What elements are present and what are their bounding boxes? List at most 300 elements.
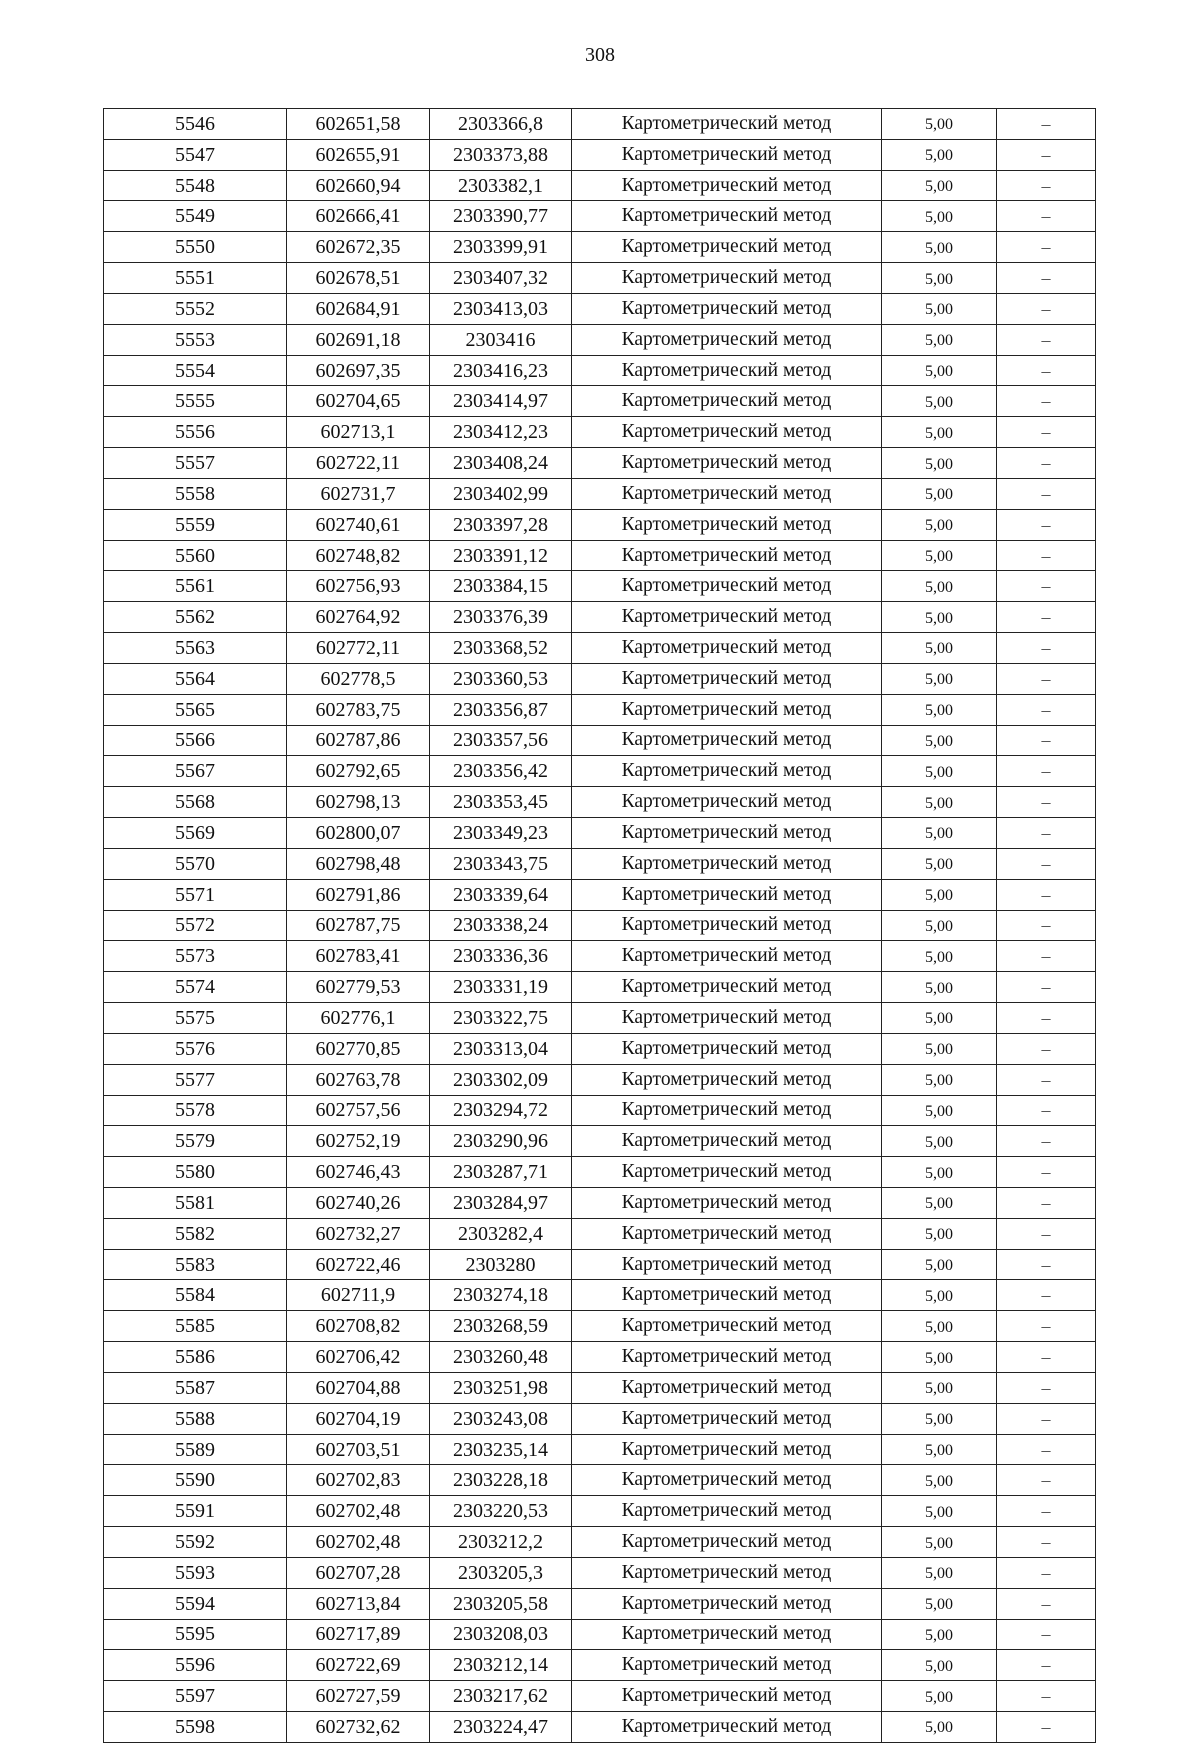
table-row <box>104 1218 1096 1249</box>
page-number: 308 <box>585 44 615 66</box>
accuracy-cell: 5,00 <box>882 787 997 818</box>
x-coordinate-cell: 602703,51 <box>287 1434 430 1465</box>
x-coordinate-cell: 602678,51 <box>287 263 430 294</box>
method-cell: Картометрический метод <box>572 1588 882 1619</box>
note-cell: – <box>997 910 1096 941</box>
point-number-cell: 5591 <box>104 1496 287 1527</box>
method-cell: Картометрический метод <box>572 1003 882 1034</box>
note-cell: – <box>997 1403 1096 1434</box>
point-number-cell: 5576 <box>104 1033 287 1064</box>
note-cell: – <box>997 848 1096 879</box>
x-coordinate-cell: 602711,9 <box>287 1280 430 1311</box>
method-cell: Картометрический метод <box>572 232 882 263</box>
method-cell: Картометрический метод <box>572 324 882 355</box>
method-cell: Картометрический метод <box>572 293 882 324</box>
accuracy-cell: 5,00 <box>882 1403 997 1434</box>
y-coordinate-cell: 2303331,19 <box>430 972 572 1003</box>
table-row <box>104 1681 1096 1712</box>
table-row <box>104 941 1096 972</box>
x-coordinate-cell: 602798,48 <box>287 848 430 879</box>
method-cell: Картометрический метод <box>572 725 882 756</box>
point-number-cell: 5581 <box>104 1187 287 1218</box>
x-coordinate-cell: 602722,46 <box>287 1249 430 1280</box>
x-coordinate-cell: 602783,41 <box>287 941 430 972</box>
note-cell: – <box>997 1003 1096 1034</box>
table-row <box>104 1465 1096 1496</box>
x-coordinate-cell: 602757,56 <box>287 1095 430 1126</box>
note-cell: – <box>997 1311 1096 1342</box>
accuracy-cell: 5,00 <box>882 540 997 571</box>
note-cell: – <box>997 1157 1096 1188</box>
note-cell: – <box>997 170 1096 201</box>
accuracy-cell: 5,00 <box>882 1064 997 1095</box>
table-row <box>104 478 1096 509</box>
y-coordinate-cell: 2303356,42 <box>430 756 572 787</box>
point-number-cell: 5589 <box>104 1434 287 1465</box>
y-coordinate-cell: 2303338,24 <box>430 910 572 941</box>
accuracy-cell: 5,00 <box>882 1157 997 1188</box>
point-number-cell: 5548 <box>104 170 287 201</box>
accuracy-cell: 5,00 <box>882 1280 997 1311</box>
point-number-cell: 5557 <box>104 448 287 479</box>
x-coordinate-cell: 602748,82 <box>287 540 430 571</box>
accuracy-cell: 5,00 <box>882 1249 997 1280</box>
table-row <box>104 787 1096 818</box>
method-cell: Картометрический метод <box>572 478 882 509</box>
point-number-cell: 5549 <box>104 201 287 232</box>
y-coordinate-cell: 2303357,56 <box>430 725 572 756</box>
table-row <box>104 663 1096 694</box>
method-cell: Картометрический метод <box>572 1280 882 1311</box>
table-row <box>104 818 1096 849</box>
point-number-cell: 5575 <box>104 1003 287 1034</box>
y-coordinate-cell: 2303366,8 <box>430 109 572 140</box>
method-cell: Картометрический метод <box>572 1095 882 1126</box>
x-coordinate-cell: 602713,84 <box>287 1588 430 1619</box>
table-row <box>104 879 1096 910</box>
accuracy-cell: 5,00 <box>882 1372 997 1403</box>
point-number-cell: 5554 <box>104 355 287 386</box>
method-cell: Картометрический метод <box>572 1126 882 1157</box>
note-cell: – <box>997 417 1096 448</box>
method-cell: Картометрический метод <box>572 1496 882 1527</box>
note-cell: – <box>997 972 1096 1003</box>
method-cell: Картометрический метод <box>572 941 882 972</box>
table-row <box>104 1187 1096 1218</box>
point-number-cell: 5562 <box>104 602 287 633</box>
method-cell: Картометрический метод <box>572 571 882 602</box>
point-number-cell: 5558 <box>104 478 287 509</box>
y-coordinate-cell: 2303212,2 <box>430 1527 572 1558</box>
note-cell: – <box>997 1681 1096 1712</box>
x-coordinate-cell: 602702,83 <box>287 1465 430 1496</box>
point-number-cell: 5568 <box>104 787 287 818</box>
note-cell: – <box>997 201 1096 232</box>
point-number-cell: 5570 <box>104 848 287 879</box>
method-cell: Картометрический метод <box>572 602 882 633</box>
note-cell: – <box>997 1465 1096 1496</box>
x-coordinate-cell: 602691,18 <box>287 324 430 355</box>
y-coordinate-cell: 2303224,47 <box>430 1712 572 1743</box>
note-cell: – <box>997 1434 1096 1465</box>
x-coordinate-cell: 602779,53 <box>287 972 430 1003</box>
method-cell: Картометрический метод <box>572 1187 882 1218</box>
accuracy-cell: 5,00 <box>882 324 997 355</box>
y-coordinate-cell: 2303408,24 <box>430 448 572 479</box>
x-coordinate-cell: 602655,91 <box>287 139 430 170</box>
table-row <box>104 848 1096 879</box>
x-coordinate-cell: 602706,42 <box>287 1342 430 1373</box>
note-cell: – <box>997 1342 1096 1373</box>
accuracy-cell: 5,00 <box>882 448 997 479</box>
method-cell: Картометрический метод <box>572 1311 882 1342</box>
accuracy-cell: 5,00 <box>882 663 997 694</box>
note-cell: – <box>997 602 1096 633</box>
x-coordinate-cell: 602756,93 <box>287 571 430 602</box>
table-row <box>104 386 1096 417</box>
method-cell: Картометрический метод <box>572 263 882 294</box>
y-coordinate-cell: 2303416 <box>430 324 572 355</box>
coordinates-table-body <box>104 109 1096 1743</box>
x-coordinate-cell: 602708,82 <box>287 1311 430 1342</box>
note-cell: – <box>997 694 1096 725</box>
x-coordinate-cell: 602732,62 <box>287 1712 430 1743</box>
table-row <box>104 1311 1096 1342</box>
y-coordinate-cell: 2303339,64 <box>430 879 572 910</box>
y-coordinate-cell: 2303407,32 <box>430 263 572 294</box>
table-row <box>104 263 1096 294</box>
y-coordinate-cell: 2303343,75 <box>430 848 572 879</box>
y-coordinate-cell: 2303212,14 <box>430 1650 572 1681</box>
table-row <box>104 509 1096 540</box>
method-cell: Картометрический метод <box>572 1249 882 1280</box>
x-coordinate-cell: 602722,11 <box>287 448 430 479</box>
method-cell: Картометрический метод <box>572 663 882 694</box>
accuracy-cell: 5,00 <box>882 1465 997 1496</box>
note-cell: – <box>997 139 1096 170</box>
y-coordinate-cell: 2303235,14 <box>430 1434 572 1465</box>
table-row <box>104 1619 1096 1650</box>
accuracy-cell: 5,00 <box>882 571 997 602</box>
x-coordinate-cell: 602778,5 <box>287 663 430 694</box>
table-row <box>104 1003 1096 1034</box>
coordinates-table <box>103 108 1096 1743</box>
table-row <box>104 1280 1096 1311</box>
note-cell: – <box>997 787 1096 818</box>
y-coordinate-cell: 2303390,77 <box>430 201 572 232</box>
y-coordinate-cell: 2303205,58 <box>430 1588 572 1619</box>
method-cell: Картометрический метод <box>572 1557 882 1588</box>
x-coordinate-cell: 602731,7 <box>287 478 430 509</box>
accuracy-cell: 5,00 <box>882 879 997 910</box>
x-coordinate-cell: 602722,69 <box>287 1650 430 1681</box>
x-coordinate-cell: 602707,28 <box>287 1557 430 1588</box>
method-cell: Картометрический метод <box>572 1372 882 1403</box>
x-coordinate-cell: 602702,48 <box>287 1496 430 1527</box>
accuracy-cell: 5,00 <box>882 1434 997 1465</box>
point-number-cell: 5578 <box>104 1095 287 1126</box>
accuracy-cell: 5,00 <box>882 1712 997 1743</box>
x-coordinate-cell: 602787,75 <box>287 910 430 941</box>
note-cell: – <box>997 941 1096 972</box>
accuracy-cell: 5,00 <box>882 910 997 941</box>
accuracy-cell: 5,00 <box>882 1588 997 1619</box>
y-coordinate-cell: 2303287,71 <box>430 1157 572 1188</box>
x-coordinate-cell: 602763,78 <box>287 1064 430 1095</box>
table-row <box>104 910 1096 941</box>
accuracy-cell: 5,00 <box>882 1681 997 1712</box>
note-cell: – <box>997 571 1096 602</box>
method-cell: Картометрический метод <box>572 170 882 201</box>
point-number-cell: 5567 <box>104 756 287 787</box>
table-row <box>104 232 1096 263</box>
method-cell: Картометрический метод <box>572 1218 882 1249</box>
table-row <box>104 1126 1096 1157</box>
x-coordinate-cell: 602787,86 <box>287 725 430 756</box>
method-cell: Картометрический метод <box>572 972 882 1003</box>
point-number-cell: 5582 <box>104 1218 287 1249</box>
accuracy-cell: 5,00 <box>882 1496 997 1527</box>
table-row <box>104 1372 1096 1403</box>
x-coordinate-cell: 602704,19 <box>287 1403 430 1434</box>
y-coordinate-cell: 2303322,75 <box>430 1003 572 1034</box>
table-row <box>104 725 1096 756</box>
point-number-cell: 5565 <box>104 694 287 725</box>
table-row <box>104 602 1096 633</box>
note-cell: – <box>997 509 1096 540</box>
note-cell: – <box>997 1712 1096 1743</box>
y-coordinate-cell: 2303302,09 <box>430 1064 572 1095</box>
y-coordinate-cell: 2303280 <box>430 1249 572 1280</box>
y-coordinate-cell: 2303360,53 <box>430 663 572 694</box>
method-cell: Картометрический метод <box>572 910 882 941</box>
x-coordinate-cell: 602770,85 <box>287 1033 430 1064</box>
accuracy-cell: 5,00 <box>882 1311 997 1342</box>
y-coordinate-cell: 2303208,03 <box>430 1619 572 1650</box>
point-number-cell: 5594 <box>104 1588 287 1619</box>
table-row <box>104 1249 1096 1280</box>
note-cell: – <box>997 478 1096 509</box>
point-number-cell: 5552 <box>104 293 287 324</box>
x-coordinate-cell: 602660,94 <box>287 170 430 201</box>
x-coordinate-cell: 602717,89 <box>287 1619 430 1650</box>
y-coordinate-cell: 2303290,96 <box>430 1126 572 1157</box>
method-cell: Картометрический метод <box>572 633 882 664</box>
table-row <box>104 1095 1096 1126</box>
accuracy-cell: 5,00 <box>882 725 997 756</box>
y-coordinate-cell: 2303294,72 <box>430 1095 572 1126</box>
y-coordinate-cell: 2303243,08 <box>430 1403 572 1434</box>
x-coordinate-cell: 602704,65 <box>287 386 430 417</box>
y-coordinate-cell: 2303268,59 <box>430 1311 572 1342</box>
table-row <box>104 355 1096 386</box>
table-row <box>104 1342 1096 1373</box>
accuracy-cell: 5,00 <box>882 818 997 849</box>
method-cell: Картометрический метод <box>572 818 882 849</box>
note-cell: – <box>997 1650 1096 1681</box>
accuracy-cell: 5,00 <box>882 1218 997 1249</box>
table-row <box>104 1496 1096 1527</box>
x-coordinate-cell: 602740,61 <box>287 509 430 540</box>
y-coordinate-cell: 2303353,45 <box>430 787 572 818</box>
note-cell: – <box>997 355 1096 386</box>
point-number-cell: 5561 <box>104 571 287 602</box>
point-number-cell: 5551 <box>104 263 287 294</box>
method-cell: Картометрический метод <box>572 879 882 910</box>
accuracy-cell: 5,00 <box>882 170 997 201</box>
x-coordinate-cell: 602783,75 <box>287 694 430 725</box>
table-row <box>104 324 1096 355</box>
method-cell: Картометрический метод <box>572 540 882 571</box>
x-coordinate-cell: 602740,26 <box>287 1187 430 1218</box>
x-coordinate-cell: 602684,91 <box>287 293 430 324</box>
method-cell: Картометрический метод <box>572 1403 882 1434</box>
x-coordinate-cell: 602666,41 <box>287 201 430 232</box>
note-cell: – <box>997 818 1096 849</box>
y-coordinate-cell: 2303217,62 <box>430 1681 572 1712</box>
table-row <box>104 1434 1096 1465</box>
x-coordinate-cell: 602776,1 <box>287 1003 430 1034</box>
method-cell: Картометрический метод <box>572 109 882 140</box>
y-coordinate-cell: 2303402,99 <box>430 478 572 509</box>
x-coordinate-cell: 602792,65 <box>287 756 430 787</box>
method-cell: Картометрический метод <box>572 787 882 818</box>
y-coordinate-cell: 2303336,36 <box>430 941 572 972</box>
point-number-cell: 5584 <box>104 1280 287 1311</box>
accuracy-cell: 5,00 <box>882 602 997 633</box>
table-row <box>104 170 1096 201</box>
table-row <box>104 139 1096 170</box>
note-cell: – <box>997 756 1096 787</box>
accuracy-cell: 5,00 <box>882 293 997 324</box>
accuracy-cell: 5,00 <box>882 417 997 448</box>
y-coordinate-cell: 2303376,39 <box>430 602 572 633</box>
note-cell: – <box>997 324 1096 355</box>
accuracy-cell: 5,00 <box>882 941 997 972</box>
accuracy-cell: 5,00 <box>882 1527 997 1558</box>
method-cell: Картометрический метод <box>572 694 882 725</box>
point-number-cell: 5593 <box>104 1557 287 1588</box>
method-cell: Картометрический метод <box>572 1619 882 1650</box>
y-coordinate-cell: 2303397,28 <box>430 509 572 540</box>
method-cell: Картометрический метод <box>572 848 882 879</box>
y-coordinate-cell: 2303356,87 <box>430 694 572 725</box>
y-coordinate-cell: 2303399,91 <box>430 232 572 263</box>
method-cell: Картометрический метод <box>572 1527 882 1558</box>
table-row <box>104 694 1096 725</box>
y-coordinate-cell: 2303228,18 <box>430 1465 572 1496</box>
point-number-cell: 5572 <box>104 910 287 941</box>
accuracy-cell: 5,00 <box>882 1619 997 1650</box>
table-row <box>104 109 1096 140</box>
note-cell: – <box>997 1249 1096 1280</box>
note-cell: – <box>997 1218 1096 1249</box>
accuracy-cell: 5,00 <box>882 109 997 140</box>
table-row <box>104 571 1096 602</box>
note-cell: – <box>997 109 1096 140</box>
x-coordinate-cell: 602772,11 <box>287 633 430 664</box>
table-row <box>104 1527 1096 1558</box>
x-coordinate-cell: 602702,48 <box>287 1527 430 1558</box>
method-cell: Картометрический метод <box>572 1033 882 1064</box>
point-number-cell: 5588 <box>104 1403 287 1434</box>
note-cell: – <box>997 1095 1096 1126</box>
table-row <box>104 633 1096 664</box>
point-number-cell: 5580 <box>104 1157 287 1188</box>
method-cell: Картометрический метод <box>572 1434 882 1465</box>
y-coordinate-cell: 2303414,97 <box>430 386 572 417</box>
note-cell: – <box>997 725 1096 756</box>
table-row <box>104 1712 1096 1743</box>
note-cell: – <box>997 633 1096 664</box>
note-cell: – <box>997 232 1096 263</box>
method-cell: Картометрический метод <box>572 1157 882 1188</box>
method-cell: Картометрический метод <box>572 1465 882 1496</box>
note-cell: – <box>997 1588 1096 1619</box>
y-coordinate-cell: 2303260,48 <box>430 1342 572 1373</box>
y-coordinate-cell: 2303373,88 <box>430 139 572 170</box>
accuracy-cell: 5,00 <box>882 1126 997 1157</box>
method-cell: Картометрический метод <box>572 448 882 479</box>
accuracy-cell: 5,00 <box>882 355 997 386</box>
method-cell: Картометрический метод <box>572 355 882 386</box>
point-number-cell: 5563 <box>104 633 287 664</box>
note-cell: – <box>997 293 1096 324</box>
y-coordinate-cell: 2303274,18 <box>430 1280 572 1311</box>
accuracy-cell: 5,00 <box>882 694 997 725</box>
note-cell: – <box>997 879 1096 910</box>
x-coordinate-cell: 602672,35 <box>287 232 430 263</box>
table-row <box>104 417 1096 448</box>
method-cell: Картометрический метод <box>572 1342 882 1373</box>
y-coordinate-cell: 2303416,23 <box>430 355 572 386</box>
accuracy-cell: 5,00 <box>882 1003 997 1034</box>
y-coordinate-cell: 2303313,04 <box>430 1033 572 1064</box>
table-row <box>104 1650 1096 1681</box>
x-coordinate-cell: 602651,58 <box>287 109 430 140</box>
y-coordinate-cell: 2303251,98 <box>430 1372 572 1403</box>
table-row <box>104 756 1096 787</box>
note-cell: – <box>997 1527 1096 1558</box>
accuracy-cell: 5,00 <box>882 201 997 232</box>
point-number-cell: 5556 <box>104 417 287 448</box>
accuracy-cell: 5,00 <box>882 509 997 540</box>
method-cell: Картометрический метод <box>572 1064 882 1095</box>
accuracy-cell: 5,00 <box>882 478 997 509</box>
y-coordinate-cell: 2303391,12 <box>430 540 572 571</box>
point-number-cell: 5598 <box>104 1712 287 1743</box>
method-cell: Картометрический метод <box>572 1712 882 1743</box>
accuracy-cell: 5,00 <box>882 1187 997 1218</box>
y-coordinate-cell: 2303282,4 <box>430 1218 572 1249</box>
y-coordinate-cell: 2303349,23 <box>430 818 572 849</box>
point-number-cell: 5564 <box>104 663 287 694</box>
table-row <box>104 293 1096 324</box>
note-cell: – <box>997 263 1096 294</box>
point-number-cell: 5555 <box>104 386 287 417</box>
point-number-cell: 5586 <box>104 1342 287 1373</box>
x-coordinate-cell: 602746,43 <box>287 1157 430 1188</box>
note-cell: – <box>997 1619 1096 1650</box>
note-cell: – <box>997 663 1096 694</box>
point-number-cell: 5574 <box>104 972 287 1003</box>
x-coordinate-cell: 602732,27 <box>287 1218 430 1249</box>
note-cell: – <box>997 540 1096 571</box>
y-coordinate-cell: 2303284,97 <box>430 1187 572 1218</box>
table-row <box>104 201 1096 232</box>
x-coordinate-cell: 602727,59 <box>287 1681 430 1712</box>
point-number-cell: 5579 <box>104 1126 287 1157</box>
